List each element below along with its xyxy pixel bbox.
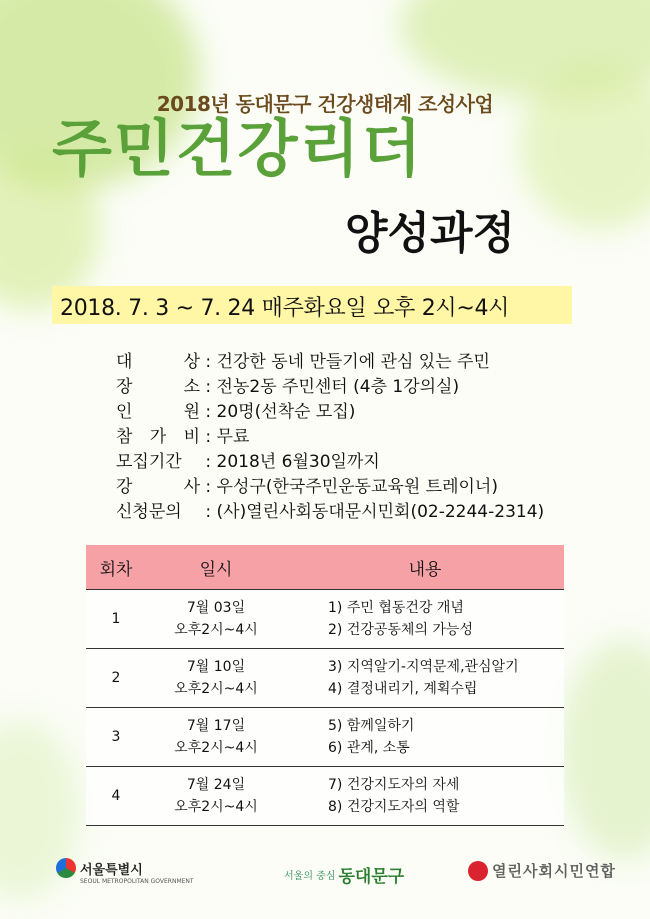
info-value: 20명(선착순 모집) — [216, 402, 356, 422]
info-label-part: 인 — [116, 402, 133, 422]
schedule-date: 2018. 7. 3 ~ 7. 24 매주화요일 오후 2시~4시 — [60, 296, 510, 321]
session-datetime — [146, 715, 286, 759]
course-title: 양성과정 — [345, 208, 516, 259]
info-label-part: 소 — [183, 377, 200, 397]
session-time: 오후2시~4시 — [174, 622, 258, 638]
info-row — [116, 500, 544, 525]
info-label — [116, 400, 200, 425]
session-number: 3 — [111, 729, 121, 745]
info-label-part: 강 — [116, 477, 133, 497]
info-list — [116, 350, 544, 525]
session-content — [286, 715, 564, 759]
seoul-logo — [56, 858, 194, 885]
info-label-part: 대 — [116, 352, 133, 372]
content-item: 2) 건강공동체의 가능성 — [328, 622, 473, 638]
info-row — [116, 450, 544, 475]
session-time: 오후2시~4시 — [174, 681, 258, 697]
header-content: 내용 — [408, 559, 442, 580]
info-label — [116, 375, 200, 400]
yeollin-logo — [468, 860, 616, 881]
info-label-part: 참 — [116, 427, 133, 447]
info-label-part: 신청문의 — [116, 502, 182, 522]
session-time: 오후2시~4시 — [174, 799, 258, 815]
info-value: 2018년 6월30일까지 — [216, 452, 380, 472]
info-label-part: 모집기간 — [116, 452, 182, 472]
info-value: (사)열린사회동대문시민회(02-2244-2314) — [216, 502, 545, 522]
info-separator: : — [200, 377, 217, 397]
info-row — [116, 425, 544, 450]
session-date: 7월 10일 — [186, 659, 246, 675]
info-value: 무료 — [216, 427, 250, 447]
info-label-part: 사 — [183, 477, 200, 497]
content-item: 7) 건강지도자의 자세 — [328, 777, 460, 793]
logo-bar — [0, 858, 650, 888]
session-datetime — [146, 597, 286, 641]
session-content — [286, 774, 564, 818]
session-datetime — [146, 656, 286, 700]
info-separator: : — [200, 352, 217, 372]
seoul-logo-text: 서울특별시 — [80, 862, 143, 878]
session-content — [286, 656, 564, 700]
session-number: 2 — [111, 670, 121, 686]
info-label — [116, 500, 200, 525]
table-row — [86, 708, 564, 767]
info-row — [116, 375, 544, 400]
table-row — [86, 649, 564, 708]
seoul-logo-subtext: SEOUL METROPOLITAN GOVERNMENT — [80, 878, 194, 885]
yeollin-logo-text: 열린사회시민연합 — [492, 862, 616, 880]
info-separator: : — [200, 402, 217, 422]
info-row — [116, 475, 544, 500]
info-label-part: 비 — [183, 427, 200, 447]
info-separator: : — [200, 452, 217, 472]
info-row — [116, 350, 544, 375]
info-label — [116, 475, 200, 500]
session-date: 7월 24일 — [186, 777, 246, 793]
table-row — [86, 590, 564, 649]
content-item: 4) 결정내리기, 계획수립 — [328, 681, 478, 697]
info-value: 우성구(한국주민운동교육원 트레이너) — [216, 477, 498, 497]
info-separator: : — [200, 427, 217, 447]
content-item: 6) 관계, 소통 — [328, 740, 410, 756]
session-datetime — [146, 774, 286, 818]
info-label-part: 원 — [183, 402, 200, 422]
project-subtitle: 2018년 동대문구 건강생태계 조성사업 — [156, 92, 494, 116]
content-item: 1) 주민 협동건강 개념 — [328, 600, 464, 616]
session-date: 7월 17일 — [186, 718, 246, 734]
header-session: 회차 — [99, 559, 133, 580]
info-value: 건강한 동네 만들기에 관심 있는 주민 — [216, 352, 490, 372]
dongdaemun-logo — [284, 862, 404, 887]
session-number: 1 — [111, 611, 121, 627]
session-number: 4 — [111, 788, 121, 804]
content-item: 5) 함께일하기 — [328, 718, 415, 734]
seoul-mark-icon — [56, 858, 76, 878]
schedule-table — [86, 545, 564, 826]
table-header — [86, 545, 564, 589]
info-label — [116, 350, 200, 375]
table-row — [86, 767, 564, 826]
dongdaemun-name: 동대문구 — [338, 867, 405, 887]
info-row — [116, 400, 544, 425]
info-label — [116, 425, 200, 450]
info-separator: : — [200, 502, 217, 522]
info-label — [116, 450, 200, 475]
session-time: 오후2시~4시 — [174, 740, 258, 756]
info-label-part: 장 — [116, 377, 133, 397]
yeollin-mark-icon — [468, 861, 488, 881]
dongdaemun-slogan: 서울의 중심 — [284, 871, 336, 882]
session-date: 7월 03일 — [186, 600, 246, 616]
info-label-part: 가 — [149, 427, 167, 447]
info-value: 전농2동 주민센터 (4층 1강의실) — [216, 377, 460, 397]
content-item: 8) 건강지도자의 역할 — [328, 799, 460, 815]
content-item: 3) 지역알기-지역문제,관심알기 — [328, 659, 519, 675]
info-separator: : — [200, 477, 217, 497]
main-title: 주민건강리더 — [52, 112, 424, 185]
header-datetime: 일시 — [199, 559, 233, 580]
session-content — [286, 597, 564, 641]
info-label-part: 상 — [183, 352, 200, 372]
